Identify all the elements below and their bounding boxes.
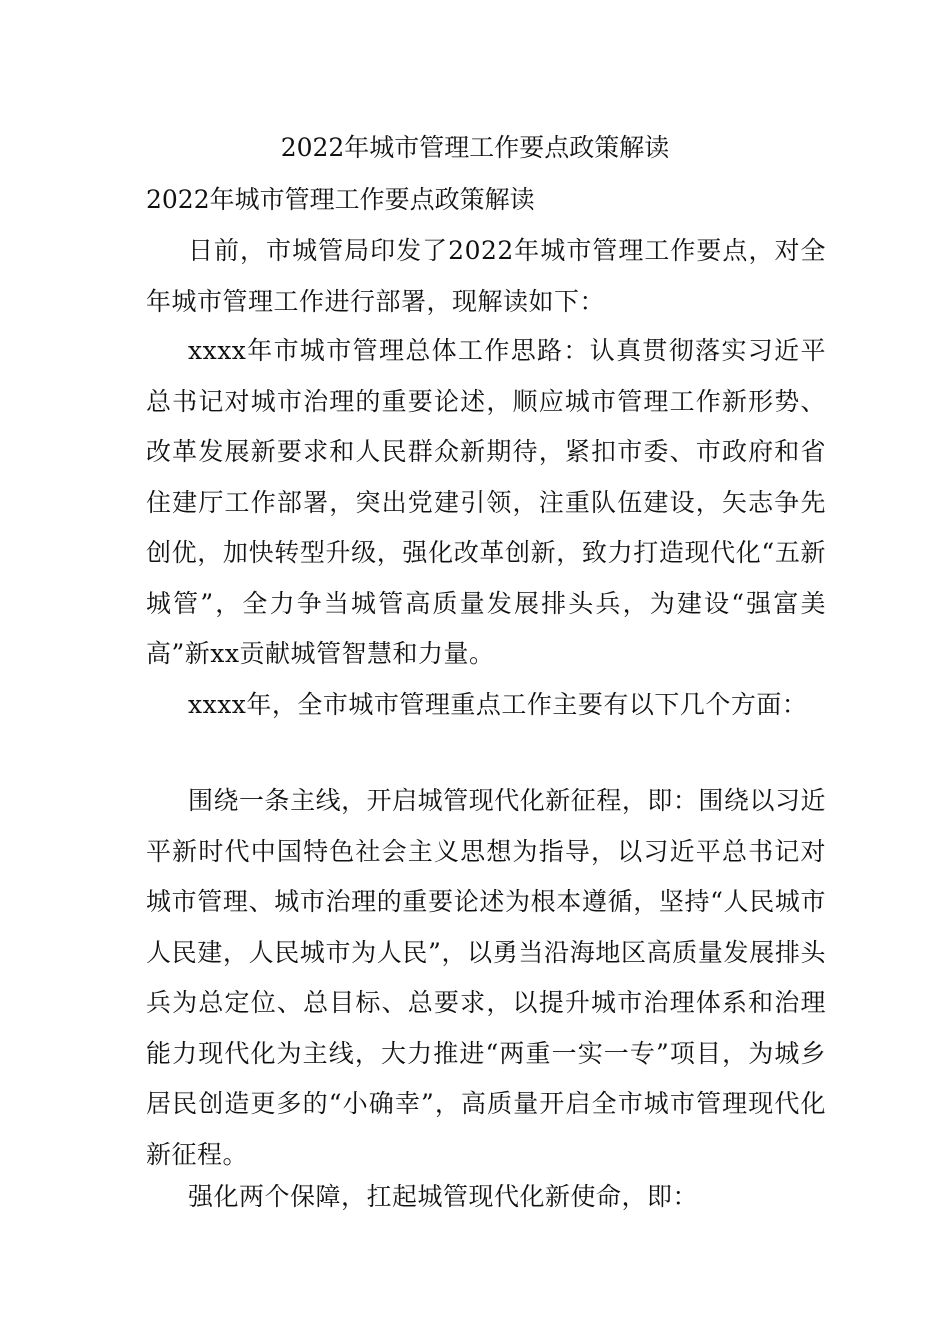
paragraph-two-guarantees: 强化两个保障，扛起城管现代化新使命，即： [188, 1182, 699, 1211]
document-subtitle: 2022年城市管理工作要点政策解读 [146, 185, 535, 214]
paragraph-overall-approach: xxxx年市城市管理总体工作思路：认真贯彻落实习近平总书记对城市治理的重要论述，顺应城市管理工作新形势、改革发展新要求和人民群众新期待，紧扣市委、市政府和省住建厅工作部署，突出党建引领，注重队伍建设，矢志争先创优，加快转型升级，强化改革创新，致力打造现代化“五新城管”，全力争当城管高质量发展排头兵，为建设“强富美高”新xx贡献城管智慧和力量。 [146, 336, 826, 668]
paragraph-key-tasks-intro: xxxx年，全市城市管理重点工作主要有以下几个方面： [188, 690, 808, 719]
paragraph-main-line: 围绕一条主线，开启城管现代化新征程，即：围绕以习近平新时代中国特色社会主义思想为指导，以习近平总书记对城市管理、城市治理的重要论述为根本遵循，坚持“人民城市人民建，人民城市为人民”，以勇当沿海地区高质量发展排头兵为总定位、总目标、总要求，以提升城市治理体系和治理能力现代化为主线，大力推进“两重一实一专”项目，为城乡居民创造更多的“小确幸”，高质量开启全市城市管理现代化新征程。 [146, 786, 826, 1169]
paragraph-intro: 日前，市城管局印发了2022年城市管理工作要点，对全年城市管理工作进行部署，现解读如下： [146, 236, 826, 316]
document-title: 2022年城市管理工作要点政策解读 [280, 133, 670, 162]
